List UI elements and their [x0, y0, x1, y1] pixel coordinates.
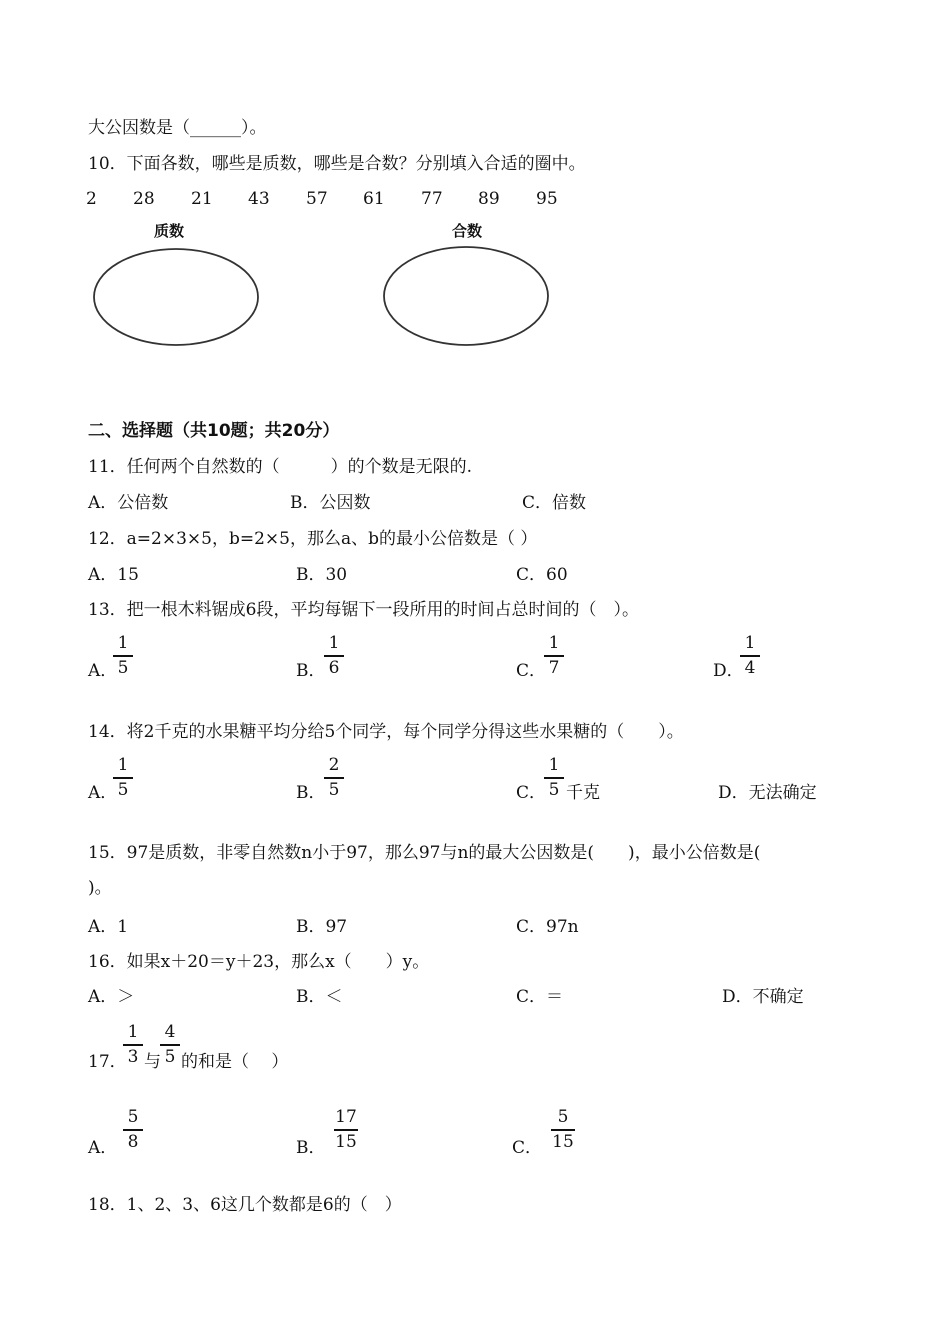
- q13-option-b[interactable]: B．: [296, 661, 326, 681]
- q14-fraction-c: 1 5: [544, 757, 564, 799]
- q15-option-c[interactable]: C．97n: [516, 917, 579, 937]
- q14-fraction-a: 1 5: [113, 757, 133, 799]
- composite-circle[interactable]: [384, 247, 548, 345]
- q17-option-a[interactable]: A．: [88, 1138, 118, 1158]
- q17-option-b[interactable]: B．: [296, 1138, 326, 1158]
- q14-option-d[interactable]: D．无法确定: [718, 783, 817, 803]
- q10-number: 61: [363, 189, 385, 209]
- q14-option-a[interactable]: A．: [88, 783, 118, 803]
- section-title: 二、选择题（共10题；共20分）: [88, 421, 340, 441]
- q10-stem: 10．下面各数，哪些是质数，哪些是合数？分别填入合适的圈中。: [88, 154, 586, 174]
- q16-option-a[interactable]: A．＞: [88, 987, 135, 1007]
- q14-stem: 14．将2千克的水果糖平均分给5个同学，每个同学分得这些水果糖的（ ）。: [88, 722, 684, 742]
- q13-option-d[interactable]: D．: [713, 661, 744, 681]
- q15-option-b[interactable]: B．97: [296, 917, 348, 937]
- q13-option-a[interactable]: A．: [88, 661, 118, 681]
- composite-label: 合数: [452, 222, 483, 240]
- q12-option-a[interactable]: A．15: [88, 565, 139, 585]
- q16-option-c[interactable]: C．＝: [516, 987, 564, 1007]
- q15-option-a[interactable]: A．1: [88, 917, 129, 937]
- q10-number: 89: [478, 189, 500, 209]
- q16-stem: 16．如果x＋20＝y＋23，那么x（ ）y。: [88, 952, 430, 972]
- q14-option-b[interactable]: B．: [296, 783, 326, 803]
- q15-stem-cont: )。: [88, 878, 112, 898]
- q13-fraction-d: 1 4: [740, 635, 760, 677]
- q17-tail: 的和是（ ）: [181, 1052, 289, 1072]
- q14-fraction-b: 2 5: [324, 757, 344, 799]
- q12-stem: 12．a=2×3×5，b=2×5，那么a、b的最小公倍数是（ ）: [88, 529, 538, 549]
- q14-option-c-unit: 千克: [566, 783, 600, 803]
- q17-fraction-b: 17 15: [335, 1107, 357, 1152]
- q10-number: 43: [248, 189, 270, 209]
- q17-number: 17．: [88, 1052, 127, 1072]
- q17-fraction-2: 4 5: [160, 1024, 180, 1066]
- q14-option-c[interactable]: C．: [516, 783, 547, 803]
- q10-number: 57: [306, 189, 328, 209]
- q11-stem: 11．任何两个自然数的（ ）的个数是无限的.: [88, 457, 473, 477]
- q11-option-c[interactable]: C．倍数: [522, 493, 587, 513]
- q17-fraction-c: 5 15: [552, 1107, 574, 1152]
- q11-option-a[interactable]: A．公倍数: [88, 493, 169, 513]
- q10-number: 28: [133, 189, 155, 209]
- q16-option-d[interactable]: D．不确定: [722, 987, 804, 1007]
- prime-circle[interactable]: [94, 249, 258, 345]
- q10-number: 77: [421, 189, 443, 209]
- q17-option-c[interactable]: C．: [512, 1138, 543, 1158]
- q10-number: 21: [191, 189, 213, 209]
- q10-number: 2: [86, 189, 97, 209]
- q18-stem: 18．1、2、3、6这几个数都是6的（ ）: [88, 1195, 402, 1215]
- q9-tail: 大公因数是（______）。: [88, 118, 267, 138]
- q13-stem: 13．把一根木料锯成6段，平均每锯下一段所用的时间占总时间的（ ）。: [88, 600, 639, 620]
- q16-option-b[interactable]: B．＜: [296, 987, 343, 1007]
- answer-circles: [0, 0, 950, 360]
- prime-label: 质数: [154, 222, 185, 240]
- q17-fraction-a: 5 8: [123, 1109, 143, 1151]
- q12-option-b[interactable]: B．30: [296, 565, 348, 585]
- q13-option-c[interactable]: C．: [516, 661, 547, 681]
- q12-option-c[interactable]: C．60: [516, 565, 568, 585]
- q13-fraction-b: 1 6: [324, 635, 344, 677]
- q17-and: 与: [144, 1052, 161, 1072]
- q11-option-b[interactable]: B．公因数: [290, 493, 371, 513]
- q13-fraction-c: 1 7: [544, 635, 564, 677]
- q15-stem: 15．97是质数，非零自然数n小于97，那么97与n的最大公因数是( )，最小公倍数是(: [88, 843, 761, 863]
- q10-number: 95: [536, 189, 558, 209]
- q17-fraction-1: 1 3: [123, 1024, 143, 1066]
- q13-fraction-a: 1 5: [113, 635, 133, 677]
